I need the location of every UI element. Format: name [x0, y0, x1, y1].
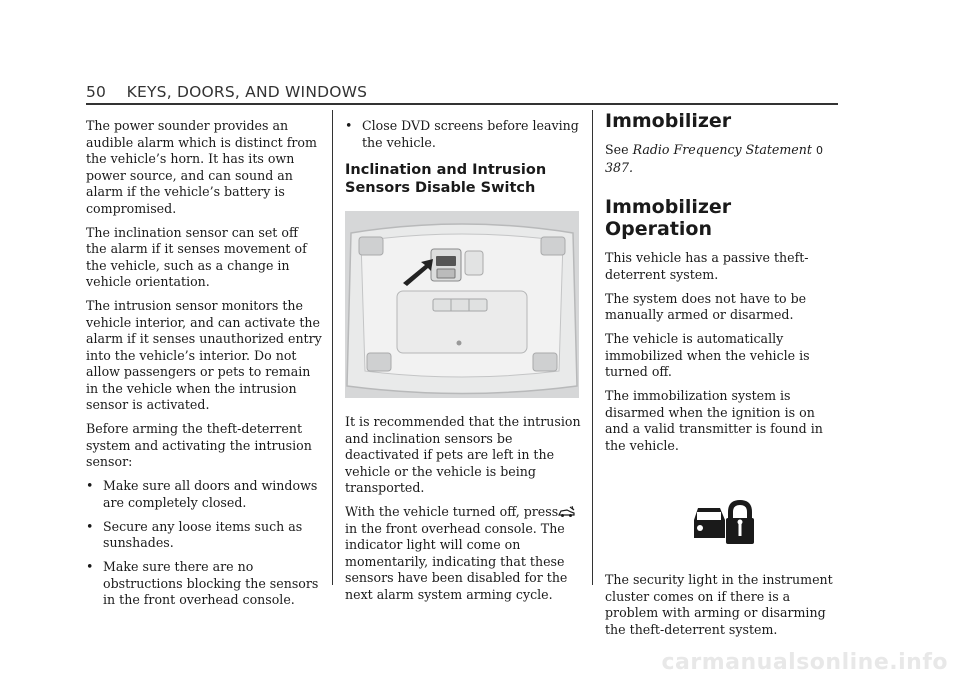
paragraph-power-sounder: The power sounder provides an audible alarm which is distinct from the vehicle’s horn. It has its own power source, and can sound an alarm if the vehicle’s battery is compromised.: [86, 118, 317, 216]
section-heading-immobilizer: Immobilizer: [605, 110, 732, 132]
page-header: [86, 82, 838, 106]
column-divider: [592, 110, 593, 585]
column-2: [345, 118, 581, 611]
bullet-item: • Make sure all doors and windows are completely closed.: [86, 478, 318, 510]
column-divider: [332, 110, 333, 585]
column-1: [86, 118, 322, 616]
sensor-disable-icon: [558, 506, 575, 518]
header-rule: [86, 103, 838, 105]
paragraph-recommendation: It is recommended that the intrusion and inclination sensors be deactivated if pets are left in the vehicle or the vehicle is being transported.: [345, 414, 581, 495]
bullet-item: • Close DVD screens before leaving the vehicle.: [345, 118, 579, 150]
paragraph-no-arming: The system does not have to be manually armed or disarmed.: [605, 290, 807, 322]
page-number: 50: [86, 83, 107, 101]
bullet-item: • Secure any loose items such as sunshades.: [86, 518, 303, 550]
paragraph-auto-immobilized: The vehicle is automatically immobilized when the vehicle is turned off.: [605, 331, 810, 379]
paragraph-intrusion-sensor: The intrusion sensor monitors the vehicle interior, and can activate the alarm if it senses unauthorized entry into the vehicle’s interior. Do not allow passengers or pets to remain in the vehicle when the intrusion sensor is activated.: [86, 298, 322, 412]
see-reference: See Radio Frequency Statement 0 387.: [605, 142, 823, 175]
security-lock-icon: [692, 498, 754, 546]
bullet-item: • Make sure there are no obstructions blocking the sensors in the front overhead console.: [86, 559, 319, 607]
paragraph-passive-system: This vehicle has a passive theft-deterrent system.: [605, 250, 809, 282]
section-heading-disable-switch: Inclination and Intrusion Sensors Disable Switch: [345, 162, 547, 196]
reference-page[interactable]: 387.: [605, 159, 634, 175]
section-heading-immobilizer-operation: Immobilizer Operation: [605, 196, 732, 240]
paragraph-inclination-sensor: The inclination sensor can set off the alarm if it senses movement of the vehicle, such as a change in vehicle orientation.: [86, 224, 307, 289]
paragraph-disarmed-when: The immobilization system is disarmed when the ignition is on and a valid transmitter is found in the vehicle.: [605, 388, 823, 453]
section-title: KEYS, DOORS, AND WINDOWS: [126, 83, 368, 101]
reference-link[interactable]: Radio Frequency Statement: [632, 142, 812, 157]
paragraph-press-instruction: With the vehicle turned off, press in the front overhead console. The indicator light will come on momentarily, indicating that these sensors have been disabled for the next alarm system arming cycle.: [345, 504, 581, 603]
paragraph-before-arming: Before arming the theft-deterrent system and activating the intrusion sensor:: [86, 421, 312, 469]
overhead-console-drawing: [345, 211, 579, 398]
overhead-console-illustration: [345, 211, 579, 398]
column-3: [605, 110, 841, 646]
page-arrow: 0: [815, 144, 823, 157]
watermark: carmanualsonline.info: [661, 650, 948, 675]
paragraph-security-light: The security light in the instrument cluster comes on if there is a problem with arming or disarming the theft-deterrent system.: [605, 572, 833, 637]
